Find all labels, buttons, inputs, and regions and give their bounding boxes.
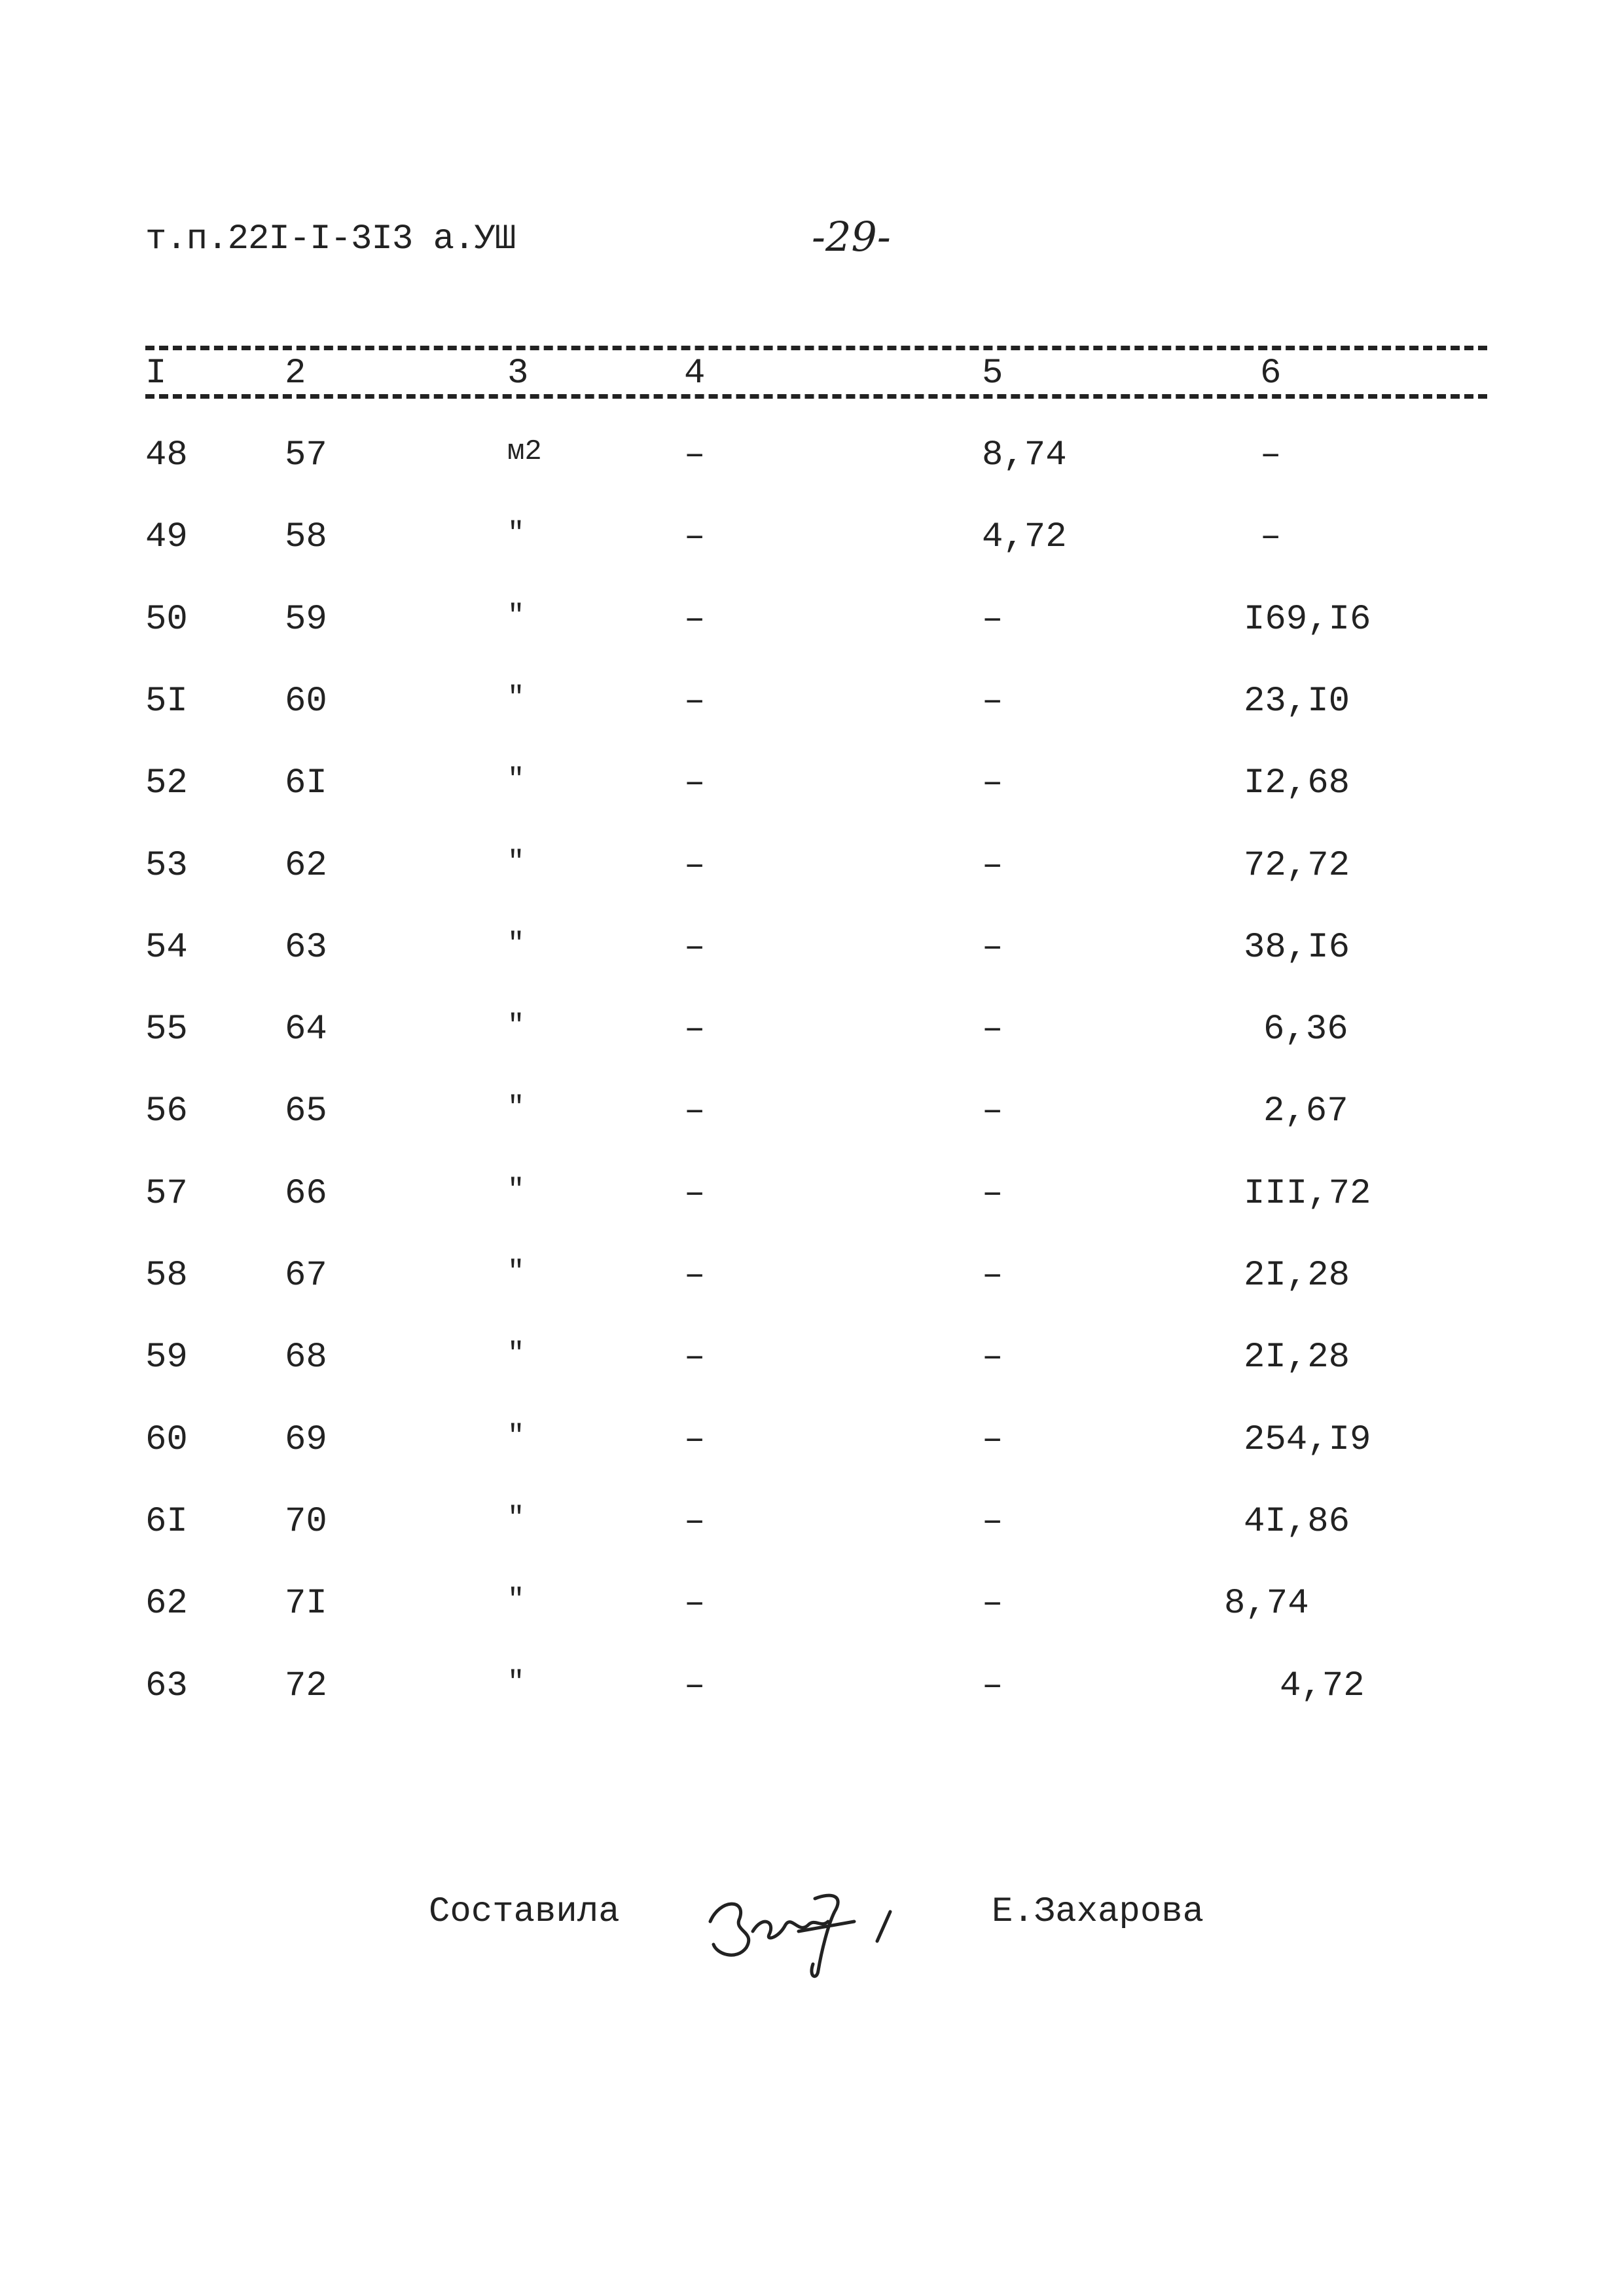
table-row	[0, 1174, 1624, 1256]
col4-value: –	[684, 1338, 706, 1377]
col5-value: 8,74	[982, 435, 1067, 475]
table-row	[0, 1420, 1624, 1503]
table-row	[0, 1584, 1624, 1666]
table-row	[0, 600, 1624, 682]
row-number: 6I	[145, 1502, 188, 1542]
col5-value: –	[982, 1256, 1003, 1296]
item-number: 57	[285, 435, 327, 475]
unit: "	[507, 600, 525, 632]
col6-value: III,72	[1244, 1174, 1371, 1214]
row-number: 48	[145, 435, 188, 475]
unit: "	[507, 928, 525, 960]
col4-value: –	[684, 763, 706, 803]
item-number: 64	[285, 1010, 327, 1049]
col5-value: 4,72	[982, 517, 1067, 557]
table-row	[0, 682, 1624, 764]
col5-value: –	[982, 682, 1003, 721]
item-number: 59	[285, 600, 327, 640]
item-number: 6I	[285, 763, 327, 803]
table-row	[0, 435, 1624, 518]
col6-value: 4,72	[1280, 1666, 1365, 1706]
col6-value: I69,I6	[1244, 600, 1371, 640]
col5-value: –	[982, 1174, 1003, 1214]
col4-value: –	[684, 1174, 706, 1214]
col4-value: –	[684, 1256, 706, 1296]
col4-value: –	[684, 1666, 706, 1706]
row-number: 50	[145, 600, 188, 640]
item-number: 65	[285, 1091, 327, 1131]
col5-value: –	[982, 600, 1003, 640]
header-rule-top	[145, 346, 1487, 350]
row-number: 54	[145, 928, 188, 968]
row-number: 55	[145, 1010, 188, 1049]
table-row	[0, 1666, 1624, 1749]
unit: "	[507, 1174, 525, 1207]
row-number: 57	[145, 1174, 188, 1214]
document-code: т.п.22I-I-3I3 а.УШ	[145, 219, 516, 259]
table-row	[0, 1502, 1624, 1584]
unit: "	[507, 1502, 525, 1535]
col4-value: –	[684, 1584, 706, 1624]
item-number: 62	[285, 846, 327, 886]
row-number: 58	[145, 1256, 188, 1296]
col4-value: –	[684, 1502, 706, 1542]
col6-value: 2,67	[1263, 1091, 1348, 1131]
col4-value: –	[684, 517, 706, 557]
col6-value: –	[1260, 435, 1282, 475]
col6-value: 8,74	[1224, 1584, 1309, 1624]
item-number: 67	[285, 1256, 327, 1296]
table-row	[0, 1091, 1624, 1174]
unit: "	[507, 846, 525, 879]
item-number: 72	[285, 1666, 327, 1706]
col5-value: –	[982, 1420, 1003, 1460]
col4-value: –	[684, 600, 706, 640]
unit: м2	[507, 435, 542, 468]
item-number: 63	[285, 928, 327, 968]
unit: "	[507, 517, 525, 550]
row-number: 62	[145, 1584, 188, 1624]
page-number: -29-	[812, 213, 891, 261]
col5-value: –	[982, 1338, 1003, 1377]
col5-value: –	[982, 1502, 1003, 1542]
col5-value: –	[982, 1584, 1003, 1624]
item-number: 69	[285, 1420, 327, 1460]
unit: "	[507, 1666, 525, 1699]
col5-value: –	[982, 846, 1003, 886]
column-header-5: 5	[982, 354, 1003, 393]
unit: "	[507, 1584, 525, 1616]
table-row	[0, 1256, 1624, 1338]
col6-value: 6,36	[1263, 1010, 1348, 1049]
table-row	[0, 1010, 1624, 1092]
col6-value: 38,I6	[1244, 928, 1350, 968]
col4-value: –	[684, 1420, 706, 1460]
unit: "	[507, 1420, 525, 1453]
unit: "	[507, 1091, 525, 1124]
table-row	[0, 517, 1624, 600]
col4-value: –	[684, 846, 706, 886]
item-number: 70	[285, 1502, 327, 1542]
col6-value: 254,I9	[1244, 1420, 1371, 1460]
table-row	[0, 846, 1624, 928]
col5-value: –	[982, 763, 1003, 803]
col6-value: 2I,28	[1244, 1338, 1350, 1377]
col6-value: 72,72	[1244, 846, 1350, 886]
unit: "	[507, 1010, 525, 1042]
col5-value: –	[982, 928, 1003, 968]
item-number: 58	[285, 517, 327, 557]
table-row	[0, 1338, 1624, 1420]
unit: "	[507, 763, 525, 796]
col6-value: 2I,28	[1244, 1256, 1350, 1296]
table-row	[0, 928, 1624, 1010]
col4-value: –	[684, 435, 706, 475]
item-number: 60	[285, 682, 327, 721]
row-number: 5I	[145, 682, 188, 721]
col4-value: –	[684, 1091, 706, 1131]
row-number: 56	[145, 1091, 188, 1131]
row-number: 52	[145, 763, 188, 803]
col6-value: –	[1260, 517, 1282, 557]
row-number: 60	[145, 1420, 188, 1460]
column-header-4: 4	[684, 354, 706, 393]
col5-value: –	[982, 1010, 1003, 1049]
table-row	[0, 763, 1624, 846]
item-number: 68	[285, 1338, 327, 1377]
col4-value: –	[684, 928, 706, 968]
column-header-1: I	[145, 354, 167, 393]
column-header-6: 6	[1260, 354, 1282, 393]
column-header-2: 2	[285, 354, 306, 393]
col5-value: –	[982, 1666, 1003, 1706]
unit: "	[507, 1256, 525, 1288]
row-number: 59	[145, 1338, 188, 1377]
compiler-name: Е.Захарова	[992, 1892, 1204, 1932]
signature	[700, 1859, 910, 1984]
compiled-by-label: Составила	[429, 1892, 620, 1932]
row-number: 63	[145, 1666, 188, 1706]
col5-value: –	[982, 1091, 1003, 1131]
column-header-3: 3	[507, 354, 529, 393]
col6-value: I2,68	[1244, 763, 1350, 803]
row-number: 53	[145, 846, 188, 886]
unit: "	[507, 1338, 525, 1370]
col6-value: 23,I0	[1244, 682, 1350, 721]
col4-value: –	[684, 682, 706, 721]
row-number: 49	[145, 517, 188, 557]
header-rule-bottom	[145, 394, 1487, 399]
item-number: 66	[285, 1174, 327, 1214]
col4-value: –	[684, 1010, 706, 1049]
unit: "	[507, 682, 525, 714]
col6-value: 4I,86	[1244, 1502, 1350, 1542]
item-number: 7I	[285, 1584, 327, 1624]
